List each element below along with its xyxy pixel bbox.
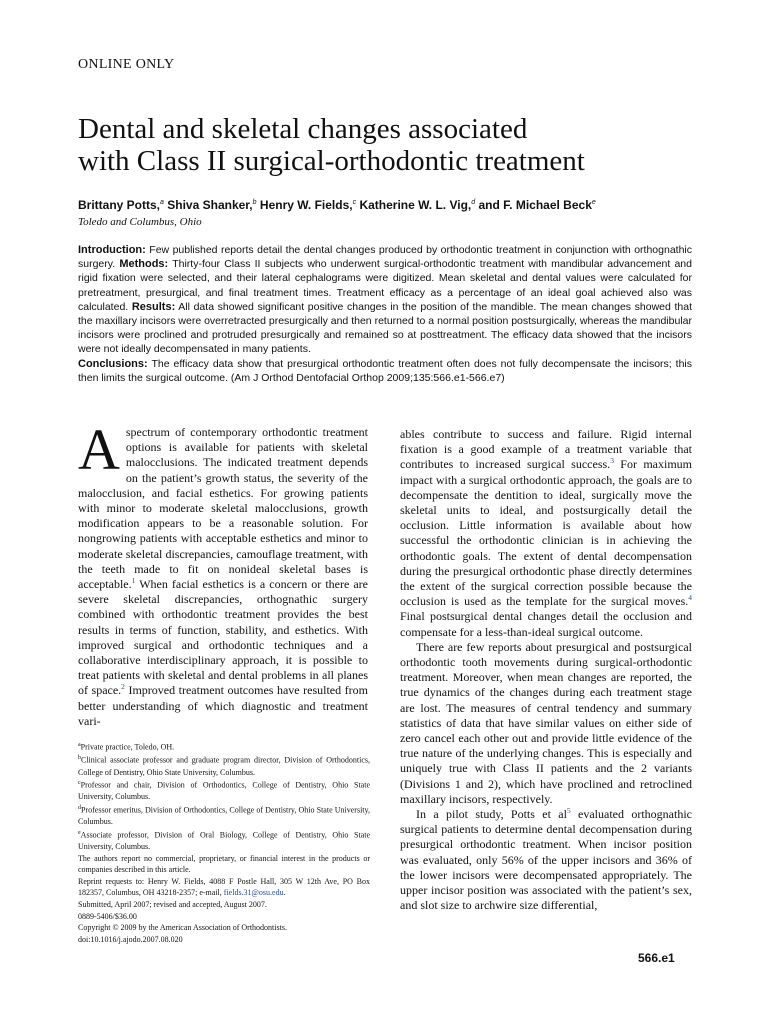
page-number: 566.e1 (638, 951, 675, 965)
doi: doi:10.1016/j.ajodo.2007.08.020 (78, 934, 183, 944)
body-column-left (78, 417, 368, 729)
author-affiliation-mark: d (471, 199, 476, 206)
author-list (78, 198, 698, 212)
footnote-e: $^e$Associate professor, Division of Oral Biology, College of Dentistry, Ohio State University, Columbus. (78, 829, 370, 852)
body-paragraph: There are few reports about presurgical and postsurgical orthodontic tooth movements during surgical-orthodontic treatment. Moreover, when mean changes are reported, the true dynamics of the changes during each treatment stage are lost. The measures of central tendency and summary statistics of data that have similar values on either side of zero cancel each other out and provide little evidence of the true nature of the underlying changes. This is especially and uniquely true with Class II patients and the 2 variants (Divisions 1 and 2), which have proclined and retroclined maxillary incisors, respectively. (400, 639, 692, 806)
author-affiliation-mark: e (591, 199, 596, 206)
author-location: Toledo and Columbus, Ohio (78, 216, 202, 228)
issn-price: 0889-5406/$36.00 (78, 911, 137, 921)
author-name: Henry W. Fields, (259, 198, 353, 212)
author-affiliation-mark: a (160, 199, 164, 206)
copyright-notice: Copyright © 2009 by the American Association of Orthodontists. (78, 923, 287, 933)
section-label: ONLINE ONLY (78, 57, 175, 72)
body-text: spectrum of contemporary orthodontic treatment options is available for patients with skeletal malocclusions. The indicated treatment depends on the patient’s growth status, the severity of the malocclusion, and facial esthetics. For growing patients with minor to moderate skeletal malocclusions, growth modification appears to be a reasonable solution. For nongrowing patients with acceptable esthetics and minor to moderate skeletal discrepancies, camouflage treatment, with the teeth made to fit on nonideal skeletal bases is acceptable. (78, 425, 368, 592)
body-text: evaluated orthognathic surgical patients to determine dental decompensation during presurgical orthodontic treatment. When incisor position was evaluated, only 56% of the upper incisors and 36% of the lower incisors were decompensated appropriately. The upper incisor position was associated with the patient’s sex, and slot size to archwire size differential, (400, 807, 692, 913)
author-affiliation-mark: b (252, 199, 257, 206)
article-title (78, 113, 698, 177)
author-name: Katherine W. L. Vig, (359, 198, 472, 212)
disclosure-note: The authors report no commercial, proprietary, or financial interest in the products or companies described in this article. (78, 853, 370, 875)
body-paragraph (400, 807, 692, 913)
body-text: When facial esthetics is a concern or there are severe skeletal discrepancies, orthognathic surgery combined with orthodontic treatment provides the best results in terms of function, stability, and esthetics. With improved surgical and orthodontic techniques and a collaborative interdisciplinary approach, it is possible to treat patients with skeletal and dental problems in all planes of space. (78, 577, 368, 698)
body-text: ables contribute to success and failure. Rigid internal fixation is a good example of a treatment variable that contributes to increased surgical success. (400, 427, 692, 472)
body-column-right (400, 427, 692, 914)
drop-cap: A (78, 417, 120, 482)
body-text: For maximum impact with a surgical orthodontic approach, the goals are to decompensate the dentition to ideal, surgically move the skeletal units to ideal, and postsurgically detail the occlusion. Little information is available about how successful the orthodontic clinician is in achieving the orthodontic goals. The extent of dental decompensation during the presurgical orthodontic phase directly determines the extent of the surgical correction possible because the occlusion is used as the template for the surgical moves. (400, 457, 692, 609)
abstract-conclusions-label: Conclusions: (78, 357, 148, 370)
abstract (78, 243, 692, 385)
reprint-note: Reprint requests to: Henry W. Fields, 4088 F Postle Hall, 305 W 12th Ave, PO Box 182357, Columbus, OH 43218-2357; e-mail, fields.31@osu.edu. (78, 876, 370, 898)
body-text: Improved treatment outcomes have resulted from better understanding of which diagnostic and treatment vari- (78, 683, 368, 728)
abstract-methods-text: Thirty-four Class II subjects who underwent surgical-orthodontic treatment with mandibular advancement and rigid fixation were selected, and their lateral cephalograms were digitized. Mean skeletal and dental values were calculated for pretreatment, presurgical, and final treatment times. Treatment efficacy as a percentage of an ideal goal achieved also was calculated. (78, 258, 692, 313)
author-name: Shiva Shanker, (167, 198, 253, 212)
abstract-intro-text: Few published reports detail the dental changes produced by orthodontic treatment in conjunction with orthognathic surgery. (78, 244, 692, 271)
title-line: with Class II surgical-orthodontic treatment (78, 145, 585, 177)
footnote-d: $^d$Professor emeritus, Division of Orthodontics, College of Dentistry, Ohio State University, Columbus. (78, 804, 370, 827)
abstract-results-label: Results: (131, 300, 176, 313)
body-text: In a pilot study, Potts et al (416, 807, 567, 822)
reference-link[interactable]: 2 (121, 682, 125, 692)
title-line: Dental and skeletal changes associated (78, 113, 528, 145)
body-text: Final postsurgical dental changes detail the occlusion and compensate for a less-than-ideal surgical outcome. (400, 609, 692, 639)
author-affiliation-mark: c (352, 199, 357, 206)
reference-link[interactable]: 1 (131, 576, 136, 586)
footnotes (78, 740, 370, 945)
footnote-c: $^c$Professor and chair, Division of Orthodontics, College of Dentistry, Ohio State University, Columbus. (78, 780, 370, 802)
abstract-conclusions-text: The efficacy data show that presurgical orthodontic treatment often does not fully decompensate the incisors; this then limits the surgical outcome. (Am J Orthod Dentofacial Orthop 2009;135:566.e1-566.e7) (78, 357, 692, 384)
body-paragraph (400, 427, 692, 640)
author-name: Brittany Potts, (78, 198, 161, 212)
abstract-methods-label: Methods: (119, 258, 169, 271)
reference-link[interactable]: 4 (688, 593, 692, 603)
reference-link[interactable]: 5 (566, 806, 571, 816)
abstract-results-text: All data showed significant positive changes in the position of the mandible. The mean changes showed that the maxillary incisors were overretracted presurgically and then returned to a normal position postsurgically, whereas the mandibular incisors were proclined and protruded presurgically and remained so at posttreatment. The efficacy data showed that the incisors were not ideally decompensated in many patients. (78, 300, 693, 356)
submission-dates: Submitted, April 2007; revised and accepted, August 2007. (78, 900, 267, 909)
author-email-link[interactable]: fields.31@osu.edu (223, 888, 284, 898)
reference-link[interactable]: 3 (610, 456, 614, 466)
footnote-a: $^a$Private practice, Toledo, OH. (78, 742, 175, 752)
abstract-intro-label: Introduction: (78, 244, 146, 256)
footnote-b: $^b$Clinical associate professor and graduate program director, Division of Orthodontics, College of Dentistry, Ohio State University, Columbus. (78, 755, 370, 777)
body-paragraph (78, 417, 368, 729)
author-name: and F. Michael Beck (478, 198, 592, 212)
